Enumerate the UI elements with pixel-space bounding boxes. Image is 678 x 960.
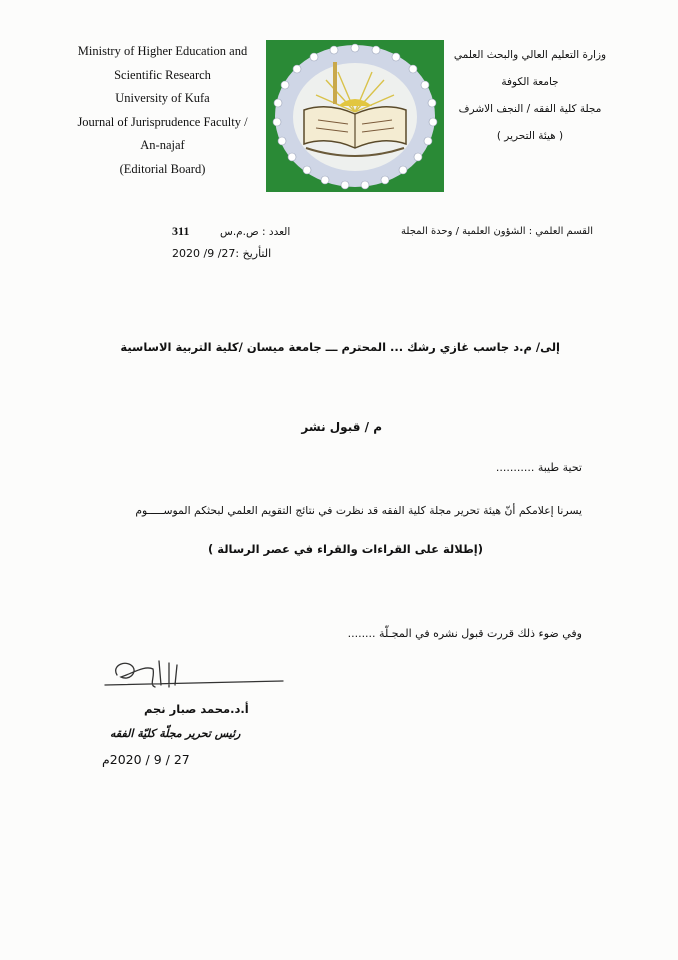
- issue-label: العدد : ص.م.س: [220, 226, 291, 238]
- journal-logo: [266, 40, 444, 192]
- greeting-line: تحية طيبة ...........: [495, 461, 582, 474]
- research-title: (إطلالة على القراءات والقراء في عصر الرسالة ): [207, 542, 483, 556]
- header-en-board: (Editorial Board): [119, 161, 206, 176]
- header-ar: [440, 42, 620, 150]
- header-en-research: Scientific Research: [114, 67, 211, 82]
- header-ar-ministry: وزارة التعليم العالي والبحث العلمي: [453, 49, 607, 61]
- recipient-line: إلى/ م.د جاسب غازي رشك ... المحترم ـــ جامعة ميسان /كلية التربية الاساسية: [120, 340, 560, 354]
- header-ar-board: ( هيئة التحرير ): [496, 130, 564, 142]
- department-line: القسم العلمي : الشؤون العلمية / وحدة المجلة: [401, 226, 593, 237]
- header-en-university: University of Kufa: [115, 91, 210, 105]
- header-en-ministry: Ministry of Higher Education and: [77, 44, 248, 58]
- logo-minaret: [333, 62, 337, 104]
- body-paragraph: يسرنا إعلامكم أنّ هيئة تحرير مجلة كلية الفقه قد نظرت في نتائج التقويم العلمي لبحثكم الموســـــوم: [135, 504, 582, 517]
- header-en-city: An-najaf: [140, 138, 185, 152]
- letter-date: التأريخ :27/ 9/ 2020: [172, 247, 272, 260]
- signer-title: رئيس تحرير مجلّة كليّة الفقه: [110, 727, 241, 740]
- header-ar-journal: مجلة كلية الفقه / النجف الاشرف: [458, 103, 602, 115]
- subject-line: م / قبول نشر: [301, 420, 382, 434]
- issue-number: 311: [172, 224, 190, 238]
- header-en-journal: Journal of Jurisprudence Faculty /: [77, 114, 248, 129]
- decision-line: وفي ضوء ذلك قررت قبول نشره في المجـلّة ........: [347, 627, 582, 640]
- header-ar-university: جامعة الكوفة: [501, 76, 559, 88]
- header-en: [60, 40, 265, 181]
- signer-name: أ.د.محمد صبار نجم: [144, 702, 249, 716]
- signature-date: 27 / 9 / 2020م: [102, 752, 190, 767]
- handwritten-signature: [103, 655, 288, 693]
